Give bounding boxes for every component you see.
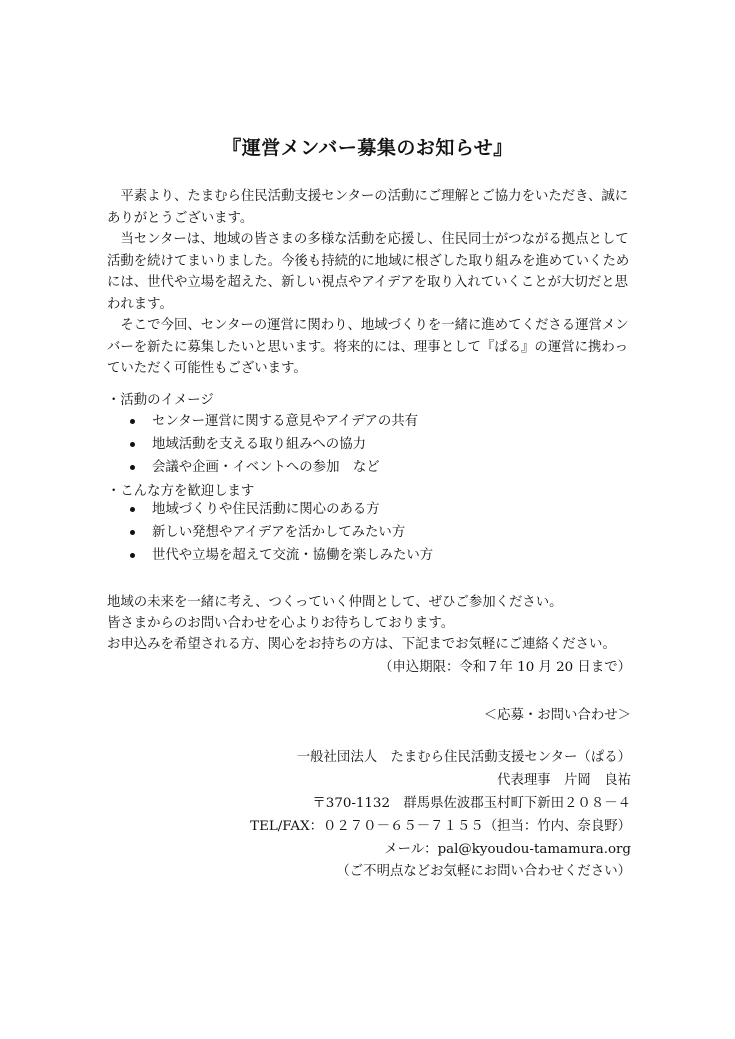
list-item: 地域づくりや住民活動に関心のある方 — [130, 498, 433, 521]
paragraph-background: 当センターは、地域の皆さまの多様な活動を応援し、住民同士がつながる拠点として活動を続けてまいりました。今後も持続的に地域に根ざした取り組みを進めていくためには、世代や立場を超えた、新しい視点やアイデアを取り入れていくことが大切だと思われます。 — [107, 232, 630, 312]
bullet-icon — [130, 465, 135, 470]
document-title: 『運営メンバー募集のお知らせ』 — [222, 137, 513, 159]
list-item: センター運営に関する意見やアイデアの共有 — [130, 410, 418, 433]
closing-line: 皆さまからのお問い合わせを心よりお待ちしております。 — [107, 616, 455, 631]
list-item: 新しい発想やアイデアを活かしてみたい方 — [130, 521, 433, 544]
closing-line: お申込みを希望される方、関心をお持ちの方は、下記までお気軽にご連絡ください。 — [107, 637, 616, 652]
activities-list — [130, 410, 418, 479]
paragraph-recruitment: そこで今回、センターの運営に関わり、地域づくりを一緒に進めてくださる運営メンバーを新たに募集したいと思います。将来的には、理事として『ぱる』の運営に携わっていただく可能性もございます。 — [107, 318, 629, 376]
welcome-heading: ・こんな方を歓迎します — [107, 484, 255, 499]
contact-tel-fax: TEL/FAX：０２７０－６５－７１５５（担当：竹内、奈良野） — [250, 819, 631, 834]
bullet-icon — [130, 419, 135, 424]
intro-body — [107, 186, 637, 380]
bullet-icon — [130, 442, 135, 447]
list-item: 地域活動を支える取り組みへの協力 — [130, 433, 418, 456]
contact-address: 〒370-1132 群馬県佐波郡玉村町下新田２０８－４ — [312, 796, 631, 811]
list-item: 世代や立場を超えて交流・協働を楽しみたい方 — [130, 544, 433, 567]
contact-note: （ご不明点などお気軽にお問い合わせください） — [336, 864, 631, 879]
bullet-icon — [130, 530, 135, 535]
closing-line: 地域の未来を一緒に考え、つくっていく仲間として、ぜひご参加ください。 — [107, 595, 563, 610]
activities-heading: ・活動のイメージ — [107, 393, 214, 408]
contact-representative: 代表理事 片岡 良祐 — [497, 773, 631, 788]
bullet-icon — [130, 507, 135, 512]
list-item: 会議や企画・イベントへの参加 など — [130, 456, 418, 479]
bullet-icon — [130, 553, 135, 558]
contact-heading: ＜応募・お問い合わせ＞ — [483, 708, 631, 723]
application-deadline: （申込期限：令和７年 10 月 20 日まで） — [379, 660, 631, 675]
contact-organization: 一般社団法人 たまむら住民活動支援センター（ぱる） — [296, 750, 631, 765]
welcome-list — [130, 498, 433, 567]
contact-email: メール：pal@kyoudou-tamamura.org — [384, 842, 631, 857]
closing-text — [107, 592, 637, 655]
paragraph-greeting: 平素より、たまむら住民活動支援センターの活動にご理解とご協力をいただき、誠にありがとうございます。 — [107, 189, 629, 226]
